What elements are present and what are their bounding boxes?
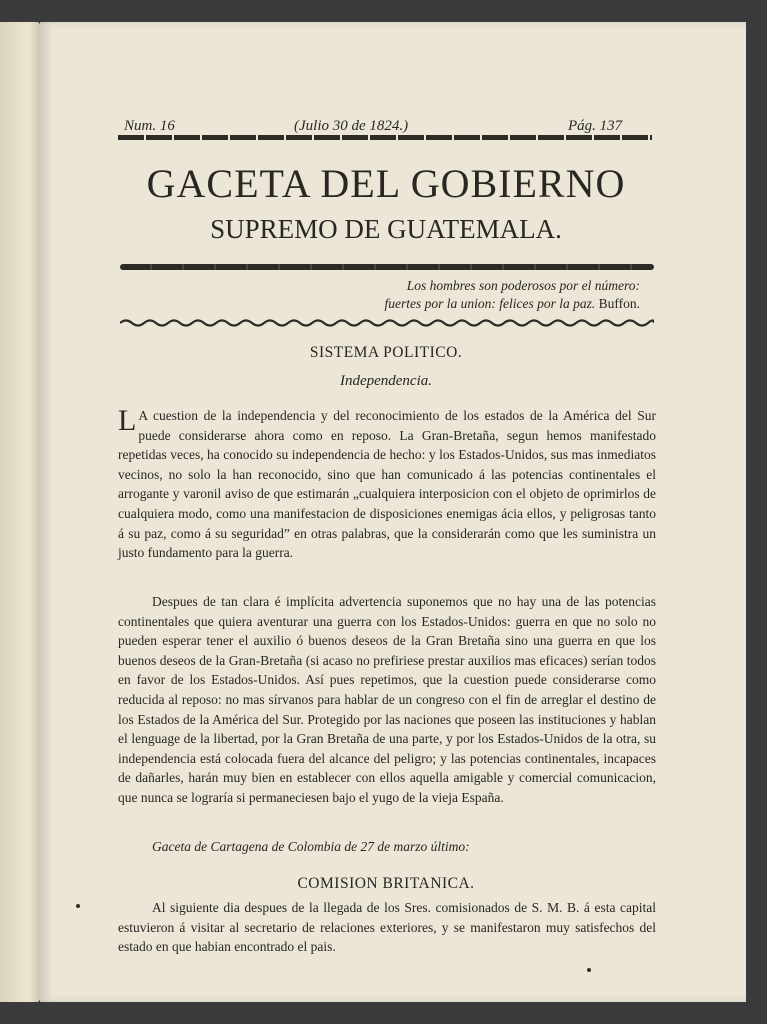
header-rule (118, 135, 652, 140)
masthead-subtitle: SUPREMO DE GUATEMALA. (210, 214, 562, 244)
adjacent-page-edge (0, 22, 40, 1002)
paragraph-comision-1: Al siguiente dia despues de la llegada de los Sres. comisionados de S. M. B. á esta capital estuvieron á visitar al secretario de relaciones exteriores, y se manifestaron muy satisfechos del estado en que habian encontrado el pais. (118, 900, 656, 955)
issue-number: Num. 16 (124, 118, 175, 134)
subsection-heading-independencia: Independencia. (339, 373, 433, 389)
masthead-title: GACETA DEL GOBIERNO (146, 161, 626, 206)
motto-author: Buffon. (598, 296, 640, 311)
paragraph-independencia-1: L A cuestion de la independencia y del reconocimiento de los estados de la América del Sur puede considerarse ahora como en reposo. La Gran-Bretaña, segun hemos manifestado repetidas veces, ha conocido su independencia de hecho: y los Estados-Unidos, sus mas inmediatos vecinos, no solo la han reconocido, sino que han comunicado á las potencias continentales el arrogante y varonil aviso de que estimarán „cualquiera interposicion con el objeto de oprimirlos de cualquiera modo, como una manifestacion de disposiciones enemigas ácia ellos, y peligrosas tanto á su paz, como á su seguridad” en otras palabras, que la considerarán como que les suministra un justo fundamento para la guerra. (118, 404, 656, 561)
motto (310, 277, 640, 313)
page-number: Pág. 137 (568, 118, 623, 134)
ornamental-rule (120, 264, 654, 270)
wave-divider (120, 318, 654, 328)
source-citation: Gaceta de Cartagena de Colombia de 27 de marzo último: (152, 839, 470, 854)
motto-line-2: fuertes por la union: felices por la paz. Buffon. (384, 296, 640, 311)
motto-line-1: Los hombres son poderosos por el número: (406, 278, 640, 293)
issue-date: (Julio 30 de 1824.) (294, 118, 409, 134)
drop-cap: L (118, 404, 137, 437)
section-heading-sistema-politico: SISTEMA POLITICO. (309, 344, 463, 361)
ink-mark (587, 968, 591, 972)
document-page (40, 22, 746, 1002)
ink-mark (76, 904, 80, 908)
paragraph-independencia-2: Despues de tan clara é implícita advertencia suponemos que no hay una de las potencias continentales que quiera aventurar una guerra con los Estados-Unidos: guerra en que no solo no pueden esperar tener el auxilio ó buenos deseos de la Gran Bretaña sino una guerra en que los buenos deseos de la Gran-Bretaña (si acaso no prefiriese prestar auxilios mas eficaces) serían todos en favor de los Estados-Unidos. Así pues repetimos, que la cuestion puede considerarse como reducida al reposo: no mas sírvanos para hablar de un congreso con el fin de arreglar el destino de los Estados de la América del Sur. Protegido por las naciones que poseen las instituciones y hablan el lenguage de la libertad, por la Gran Bretaña de una parte, y por los Estados-Unidos de la otra, su independencia está colocada fuera del alcance del peligro; y las potencias continentales, incapaces de dañarles, harán muy bien en establecer con ellos aquella amigable y comercial comunicacion, que nunca se lograría si permaneciesen bajo el yugo de la vieja España. (118, 594, 656, 805)
section-heading-comision-britanica: COMISION BRITANICA. (297, 875, 475, 892)
